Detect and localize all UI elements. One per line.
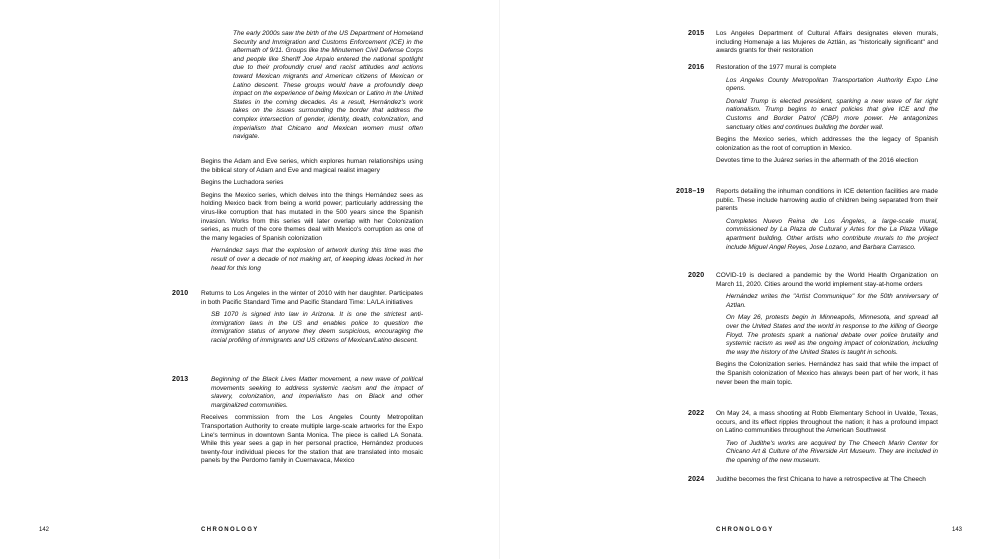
entry-2010 [201,290,423,350]
running-footer: CHRONOLOGY [201,527,259,533]
year-label: 2022 [688,410,705,417]
paragraph: Los Angeles Department of Cultural Affairs designates eleven murals, including Homenaje a las Mujeres de Aztlán, as "historically significant" and awards grants for their restoration [716,30,938,55]
entry-2024 [716,476,938,489]
year-label: 2024 [688,476,705,483]
year-label: 2020 [688,272,705,279]
paragraph: Donald Trump is elected president, sparking a new wave of far right nationalism. Trump begins to enact policies that give ICE and the Customs and Border Patrol (CBP) more power. He antagonizes sanctuary cities and continues building the border wall. [726,97,938,131]
right-page [500,0,1000,559]
paragraph: Restoration of the 1977 mural is complete [716,64,837,71]
entry-early-2000s [233,30,423,146]
paragraph: Judithe becomes the first Chicana to have a retrospective at The Cheech [716,476,926,483]
page-number: 143 [952,527,963,533]
paragraph: Beginning of the Black Lives Matter movement, a new wave of political movements seeking to address systemic racism and the impact of slavery, colonization, and imperialism has on Black and other marginalized communities. [211,376,423,409]
year-label: 2018–19 [676,188,705,195]
page-number: 142 [39,527,50,533]
year-label: 2015 [688,30,705,37]
entry-2013 [201,376,423,470]
paragraph: The early 2000s saw the birth of the US Department of Homeland Security and Immigration and Customs Enforcement (ICE) in the aftermath of 9/11. Groups like the Minutemen Civil Defense Corps and people like Sheriff Joe Arpaio entered the national spotlight due to their profoundly cruel and racist attitudes and actions toward Mexican migrants and American citizens of Mexican or Latino descent. These groups would have a profoundly deep impact on the experience of being Mexican or Latino in the United States in the coming decades. As a result, Hernández's work takes on the issues surrounding the border that address the complex intersection of gender, identity, death, colonization, and imperialism that Chicano and Mexican women must often navigate. [233,30,423,141]
paragraph: Begins the Mexico series, which delves into the things Hernández sees as holding Mexico back from being a world power; particularly addressing the virus-like corruption that has mutated in the 500 years since the Spanish invasion. Works from this series will later overlap with her Colonization series, as much of the core themes deal with Mexico's corruption as one of the many legacies of Spanish colonization [201,191,423,242]
paragraph: Begins the Mexico series, which addresses the the legacy of Spanish colonization as the root of corruption in Mexico. [716,136,938,152]
paragraph: Receives commission from the Los Angeles County Metropolitan Transportation Authority to create multiple large-scale artworks for the Expo Line's terminus in downtown Santa Monica. The piece is called LA Sonata. While this year sees a gap in her personal practice, Hernández produces twenty-four individual pieces for the station that are translated into mosaic panels by the Perdomo family in Cuernavaca, Mexico [201,414,423,465]
entry-2020 [716,272,938,391]
paragraph: Reports detailing the inhuman conditions in ICE detention facilities are made public. These include harrowing audio of children being separated from their parents [716,188,938,213]
paragraph: Los Angeles County Metropolitan Transportation Authority Expo Line opens. [726,76,938,93]
paragraph: Returns to Los Angeles in the winter of 2010 with her daughter. Participates in both Pacific Standard Time and Pacific Standard Time: LA/LA initiatives [201,290,423,306]
year-label: 2010 [172,290,189,297]
paragraph: COVID-19 is declared a pandemic by the World Health Organization on March 11, 2020. Cities around the world implement stay-at-home orders [716,272,938,288]
entry-2016 [716,64,938,170]
paragraph: On May 24, a mass shooting at Robb Elementary School in Uvalde, Texas, occurs, and its effect ripples throughout the nation; it has a profound impact on Latino communities throughout the American Southwest [716,410,938,435]
paragraph: Devotes time to the Juárez series in the aftermath of the 2016 election [716,157,918,165]
running-footer: CHRONOLOGY [716,527,774,533]
paragraph: On May 26, protests begin in Minneapolis, Minnesota, and spread all over the United States and the world in response to the killing of George Floyd. The protests spark a national debate over police brutality and systemic racism as well as the ongoing impact of colonization, including the way the history of the United States is taught in schools. [726,314,938,356]
paragraph: Two of Judithe's works are acquired by The Cheech Marin Center for Chicano Art & Culture of the Riverside Art Museum. They are included in the opening of the new museum. [726,439,938,464]
paragraph: Begins the Luchadora series [201,179,284,187]
year-label: 2013 [172,376,189,383]
entry-2022 [716,410,938,470]
paragraph: SB 1070 is signed into law in Arizona. It is one the strictest anti-immigration laws in the US and enables police to question the immigration status of anyone they deem suspicious, encouraging the racial profiling of immigrants and US citizens of Mexican/Latino descent. [211,311,423,344]
paragraph: Begins the Adam and Eve series, which explores human relationships using the biblical story of Adam and Eve and magical realist imagery [201,158,423,174]
paragraph: Hernández writes the "Artist Communique" for the 50th anniversary of Aztlan. [726,293,938,309]
paragraph: Begins the Colonization series. Hernández has said that while the impact of the Spanish colonization of Mexico has always been part of her work, it has never been the main topic. [716,361,938,386]
entry-series [201,158,423,277]
year-label: 2016 [688,64,705,71]
entry-2015 [716,30,938,60]
paragraph: Completes Nuevo Reina de Los Ángeles, a large-scale mural, commissioned by La Plaza de Cultural y Artes for the La Plaza Village apartment building. Other artists who contribute murals to the project include Miguel Angel Reyes, Jose Lozano, and Barbara Carrasco. [726,217,938,251]
entry-2018 [716,188,938,256]
paragraph: Hernández says that the explosion of artwork during this time was the result of over a decade of not making art, of keeping ideas locked in her head for this long [211,247,423,272]
